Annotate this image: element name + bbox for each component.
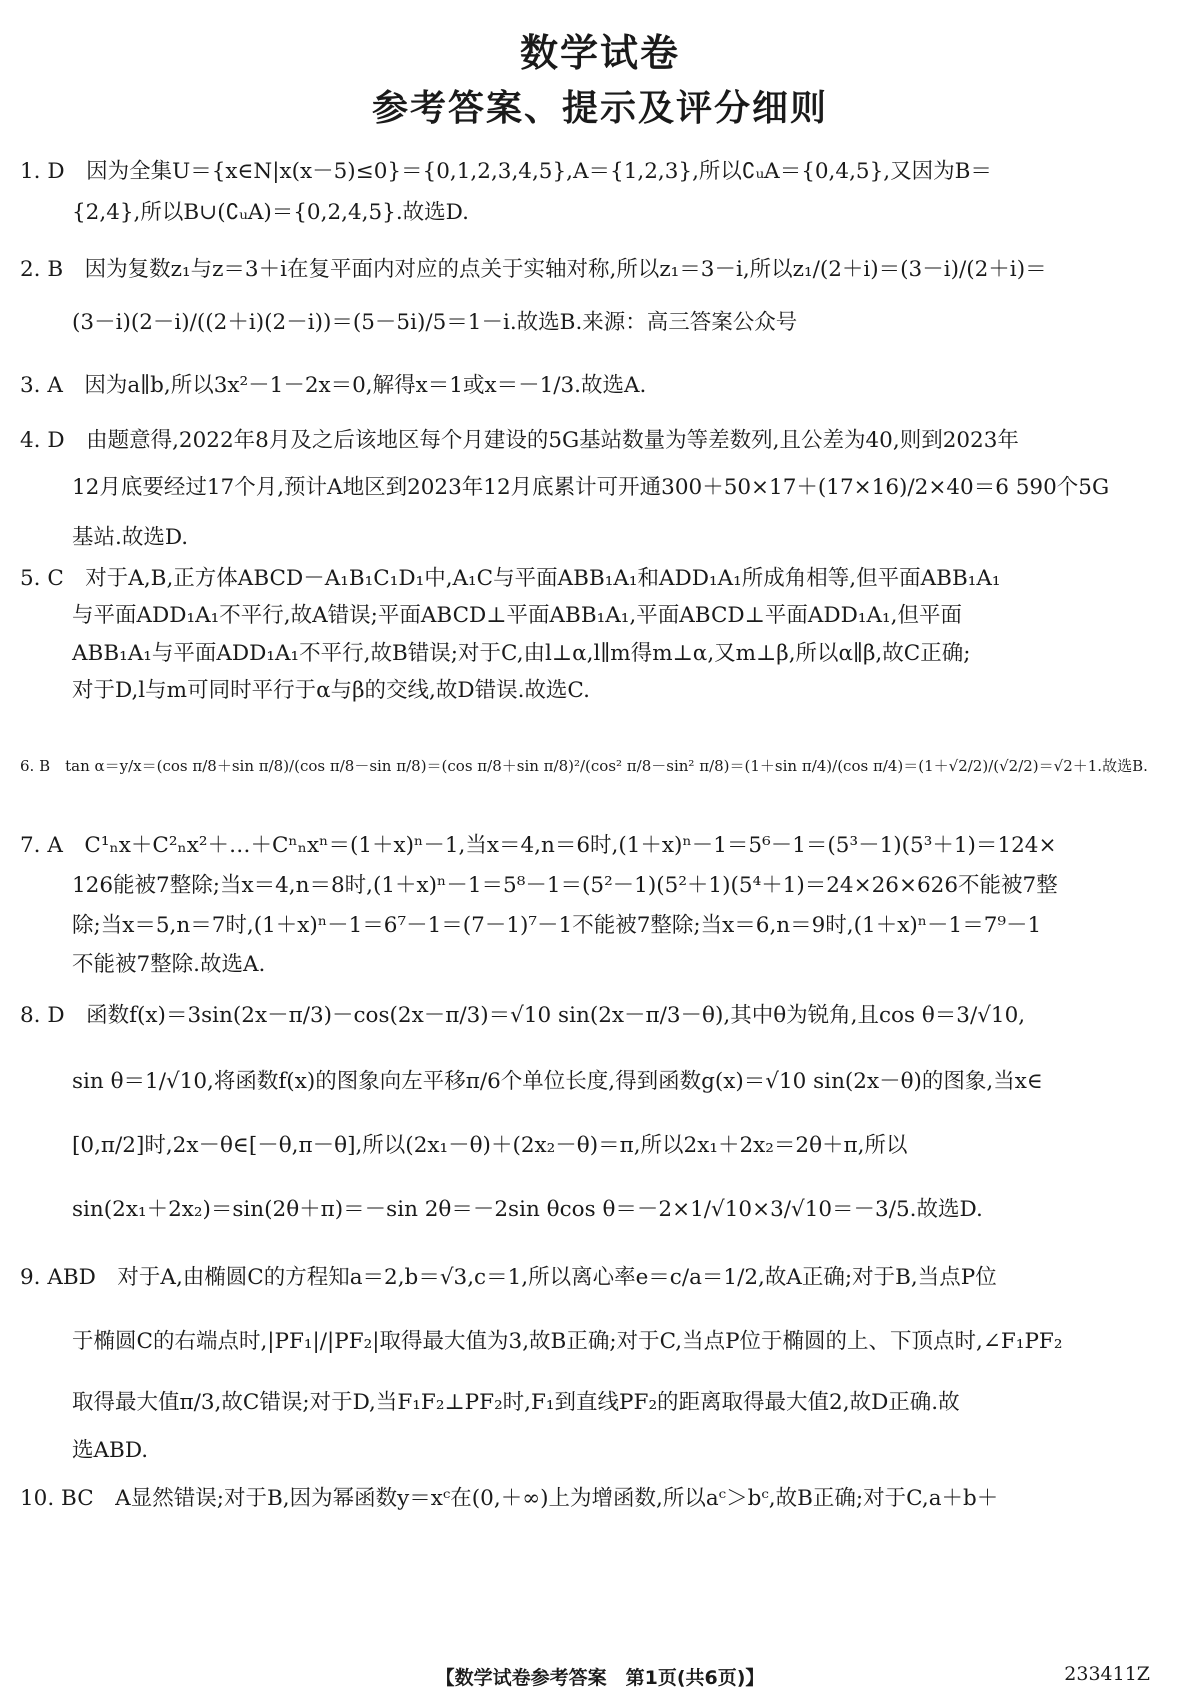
answer-line: [0,π/2]时,2x－θ∈[－θ,π－θ],所以(2x₁－θ)＋(2x₂－θ)＝π,所以2x₁＋2x₂＝2θ＋π,所以 [72,1133,908,1158]
answer-line: (3－i)(2－i)/((2＋i)(2－i))＝(5－5i)/5＝1－i.故选B.来源：高三答案公众号 [72,310,798,335]
answer-line: sin θ＝1/√10,将函数f(x)的图象向左平移π/6个单位长度,得到函数g(x)＝√10 sin(2x－θ)的图象,当x∈ [72,1069,1043,1094]
answer-line: 不能被7整除.故选A. [72,952,266,977]
answer-line: {2,4},所以B∪(∁ᵤA)＝{0,2,4,5}.故选D. [72,200,469,225]
answer-line: 7. A C¹ₙx＋C²ₙx²＋…＋Cⁿₙxⁿ＝(1＋x)ⁿ－1,当x＝4,n＝6时,(1＋x)ⁿ－1＝5⁶－1＝(5³－1)(5³＋1)＝124× [20,833,1057,858]
answer-line: 除;当x＝5,n＝7时,(1＋x)ⁿ－1＝6⁷－1＝(7－1)⁷－1不能被7整除;当x＝6,n＝9时,(1＋x)ⁿ－1＝7⁹－1 [72,913,1042,938]
answer-line: 选ABD. [72,1438,149,1463]
answer-line: 基站.故选D. [72,525,189,550]
answer-line: 对于D,l与m可同时平行于α与β的交线,故D错误.故选C. [72,678,590,703]
answer-line: 10. BC A显然错误;对于B,因为幂函数y＝xᶜ在(0,＋∞)上为增函数,所以aᶜ＞bᶜ,故B正确;对于C,a＋b＋ [20,1486,999,1511]
answer-line: 5. C 对于A,B,正方体ABCD－A₁B₁C₁D₁中,A₁C与平面ABB₁A₁和ADD₁A₁所成角相等,但平面ABB₁A₁ [20,566,1001,591]
answer-line: 12月底要经过17个月,预计A地区到2023年12月底累计可开通300＋50×17＋(17×16)/2×40＝6 590个5G [72,475,1110,500]
page-footer [0,1663,1200,1693]
answer-line: 8. D 函数f(x)＝3sin(2x－π/3)－cos(2x－π/3)＝√10 sin(2x－π/3－θ),其中θ为锐角,且cos θ＝3/√10, [20,1003,1026,1028]
footer-code: 233411Z [1064,1663,1150,1685]
document-subtitle: 参考答案、提示及评分细则 [371,88,828,129]
answer-line: 1. D 因为全集U＝{x∈N|x(x－5)≤0}＝{0,1,2,3,4,5},A＝{1,2,3},所以∁ᵤA＝{0,4,5},又因为B＝ [20,159,992,184]
answer-line: 6. B tan α＝y/x＝(cos π/8＋sin π/8)/(cos π/8－sin π/8)＝(cos π/8＋sin π/8)²/(cos² π/8－sin² π/8)＝(1＋sin π/4)/(cos π/4)＝(1＋√2/2)/(√2/2)＝√2＋1.故选B. [20,757,1148,775]
answer-line: 于椭圆C的右端点时,|PF₁|/|PF₂|取得最大值为3,故B正确;对于C,当点P位于椭圆的上、下顶点时,∠F₁PF₂ [72,1329,1063,1354]
answer-line: sin(2x₁＋2x₂)＝sin(2θ＋π)＝－sin 2θ＝－2sin θcos θ＝－2×1/√10×3/√10＝－3/5.故选D. [72,1197,983,1222]
document-title: 数学试卷 [519,31,680,75]
answer-line: ABB₁A₁与平面ADD₁A₁不平行,故B错误;对于C,由l⊥α,l∥m得m⊥α,又m⊥β,所以α∥β,故C正确; [72,641,971,666]
answer-line: 3. A 因为a∥b,所以3x²－1－2x＝0,解得x＝1或x＝－1/3.故选A. [20,373,647,398]
answer-line: 取得最大值π/3,故C错误;对于D,当F₁F₂⊥PF₂时,F₁到直线PF₂的距离取得最大值2,故D正确.故 [72,1390,960,1415]
answer-line: 2. B 因为复数z₁与z＝3＋i在复平面内对应的点关于实轴对称,所以z₁＝3－i,所以z₁/(2＋i)＝(3－i)/(2＋i)＝ [20,257,1047,282]
answer-line: 4. D 由题意得,2022年8月及之后该地区每个月建设的5G基站数量为等差数列,且公差为40,则到2023年 [20,428,1019,453]
answer-line: 与平面ADD₁A₁不平行,故A错误;平面ABCD⊥平面ABB₁A₁,平面ABCD⊥平面ADD₁A₁,但平面 [72,603,962,628]
answer-line: 126能被7整除;当x＝4,n＝8时,(1＋x)ⁿ－1＝5⁸－1＝(5²－1)(5²＋1)(5⁴＋1)＝24×26×626不能被7整 [72,873,1058,898]
footer-page-label: 【数学试卷参考答案 第1页(共6页)】 [435,1667,765,1689]
answer-line: 9. ABD 对于A,由椭圆C的方程知a＝2,b＝√3,c＝1,所以离心率e＝c/a＝1/2,故A正确;对于B,当点P位 [20,1265,997,1290]
